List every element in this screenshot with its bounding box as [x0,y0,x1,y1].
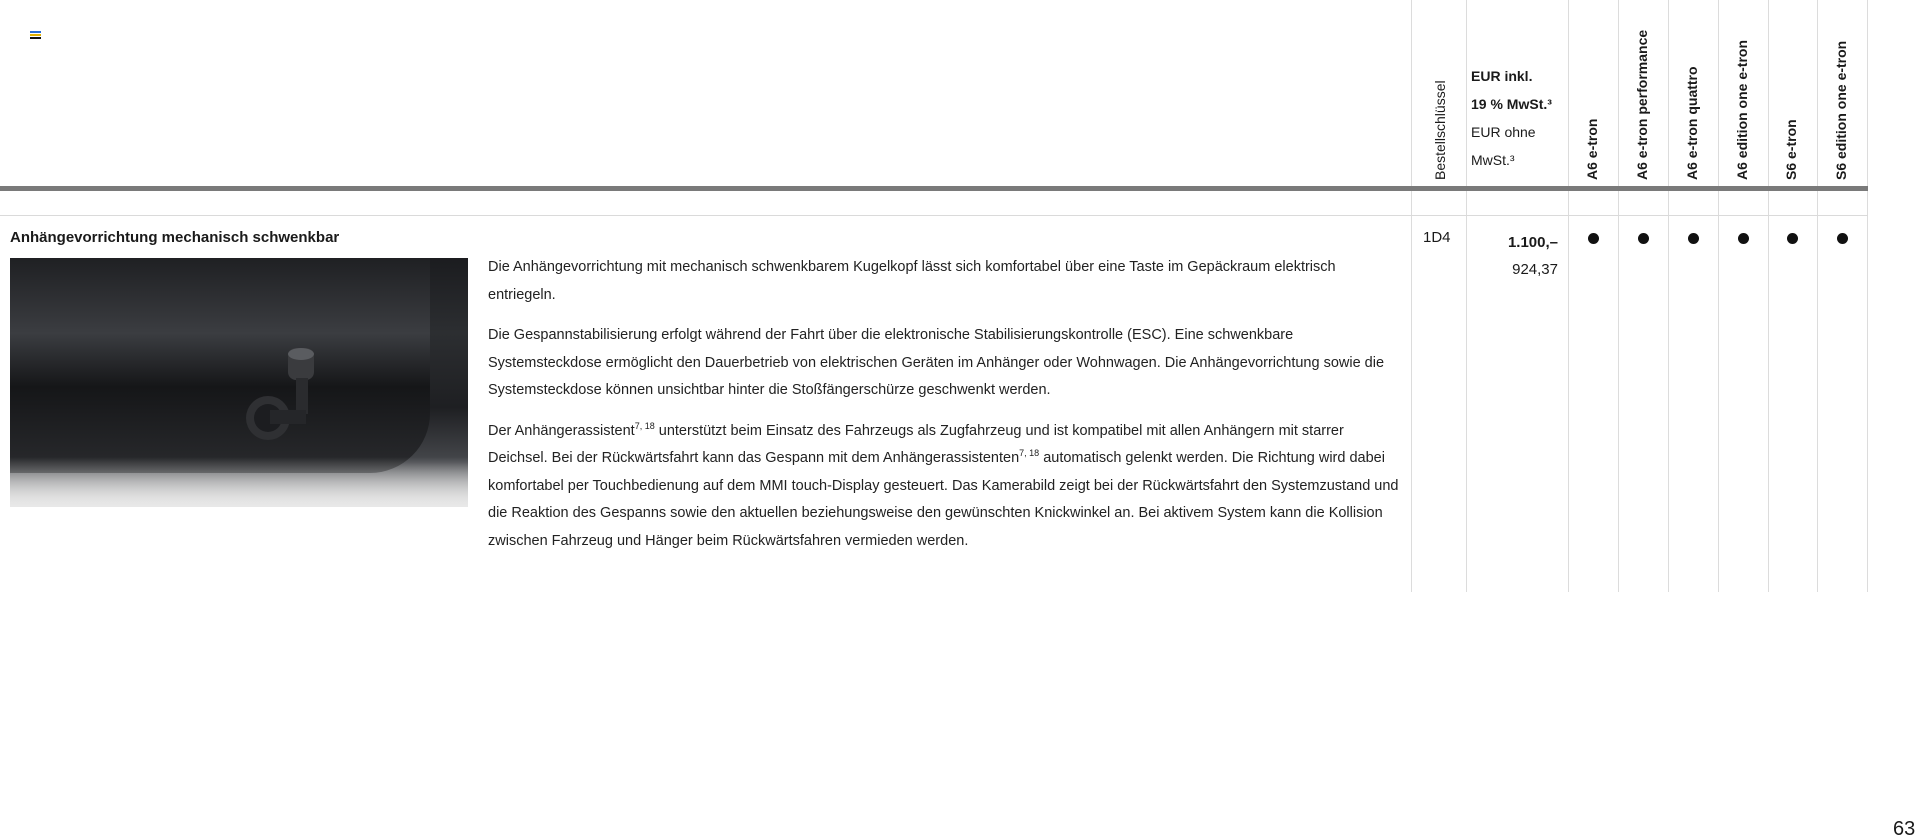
availability-dot-icon [1738,233,1749,244]
item-title: Anhängevorrichtung mechanisch schwenkbar [10,229,340,246]
price-incl-value: 1.100,– [1507,234,1558,251]
column-header-model: A6 e-tron performance [1634,29,1650,180]
column-header-price [1471,62,1571,174]
column-header-model: S6 edition one e-tron [1833,40,1849,180]
description-paragraph: Die Anhängevorrichtung mit mechanisch schwenkbarem Kugelkopf lässt sich komfortabel über eine Taste im Gepäckraum elektrisch entriegeln. [488,259,1336,303]
price-incl-label-2: 19 % MwSt.³ [1471,96,1552,112]
availability-dot-icon [1688,233,1699,244]
item-description [488,254,1400,568]
footnote-ref: 7, 18 [634,420,655,431]
column-header-model: A6 e-tron [1584,118,1600,180]
grid-line [1618,0,1619,592]
footnote-ref: 7, 18 [1019,448,1040,459]
description-paragraph: Der Anhängerassistent$^{7, 18}$ unterstützt beim Einsatz des Fahrzeugs als Zugfahrzeug und ist kompatibel mit allen Anhängern mit starrer Deichsel. Bei der Rückwärtsfahrt kann das Gespann mit dem Anhängerassistenten$^{7, 18}$ automatisch gelenkt werden. Die Richtung wird dabei komfortabel per Touchbedienung auf dem MMI touch-Display gesteuert. Das Kamerabild zeigt bei der Rückwärtsfahrt den Systemzustand und die Reaktion des Gespanns sowie den aktuellen beziehungsweise den gewünschten Knickwinkel an. Bei aktivem System kann die Kollision zwischen Fahrzeug und Hänger beim Rückwärtsfahren vermieden werden. [488,420,1399,549]
grid-line [1411,0,1412,592]
color-mark-icon [30,31,41,41]
order-code: 1D4 [1423,229,1451,246]
item-price [1478,229,1558,283]
grid-line [1718,0,1719,592]
grid-line [1817,0,1818,592]
column-header-order-key: Bestellschlüssel [1432,80,1448,180]
price-excl-value: 924,37 [1512,261,1558,278]
availability-dot-icon [1787,233,1798,244]
grid-line [1466,0,1467,592]
availability-dot-icon [1837,233,1848,244]
grid-line [1768,0,1769,592]
price-excl-label-2: MwSt.³ [1471,152,1515,168]
availability-dot-icon [1588,233,1599,244]
price-excl-label-1: EUR ohne [1471,124,1536,140]
grid-line [1867,0,1868,592]
header-rule [0,186,1868,191]
column-header-model: S6 e-tron [1783,119,1799,180]
column-header-model: A6 e-tron quattro [1684,66,1700,180]
tow-hitch-icon [240,348,330,448]
column-header-model: A6 edition one e-tron [1734,40,1750,180]
description-paragraph: Die Gespannstabilisierung erfolgt während der Fahrt über die elektronische Stabilisierungskontrolle (ESC). Eine schwenkbare Systemsteckdose ermöglicht den Dauerbetrieb von elektrischen Geräten im Anhänger oder Wohnwagen. Die Anhängevorrichtung sowie die Systemsteckdose können unsichtbar hinter die Stoßfängerschürze geschwenkt werden. [488,327,1385,398]
page-number: 63 [1893,818,1916,840]
row-rule [0,215,1868,216]
grid-line [1668,0,1669,592]
tow-hitch-photo [10,258,468,507]
price-incl-label-1: EUR inkl. [1471,68,1533,84]
availability-dot-icon [1638,233,1649,244]
